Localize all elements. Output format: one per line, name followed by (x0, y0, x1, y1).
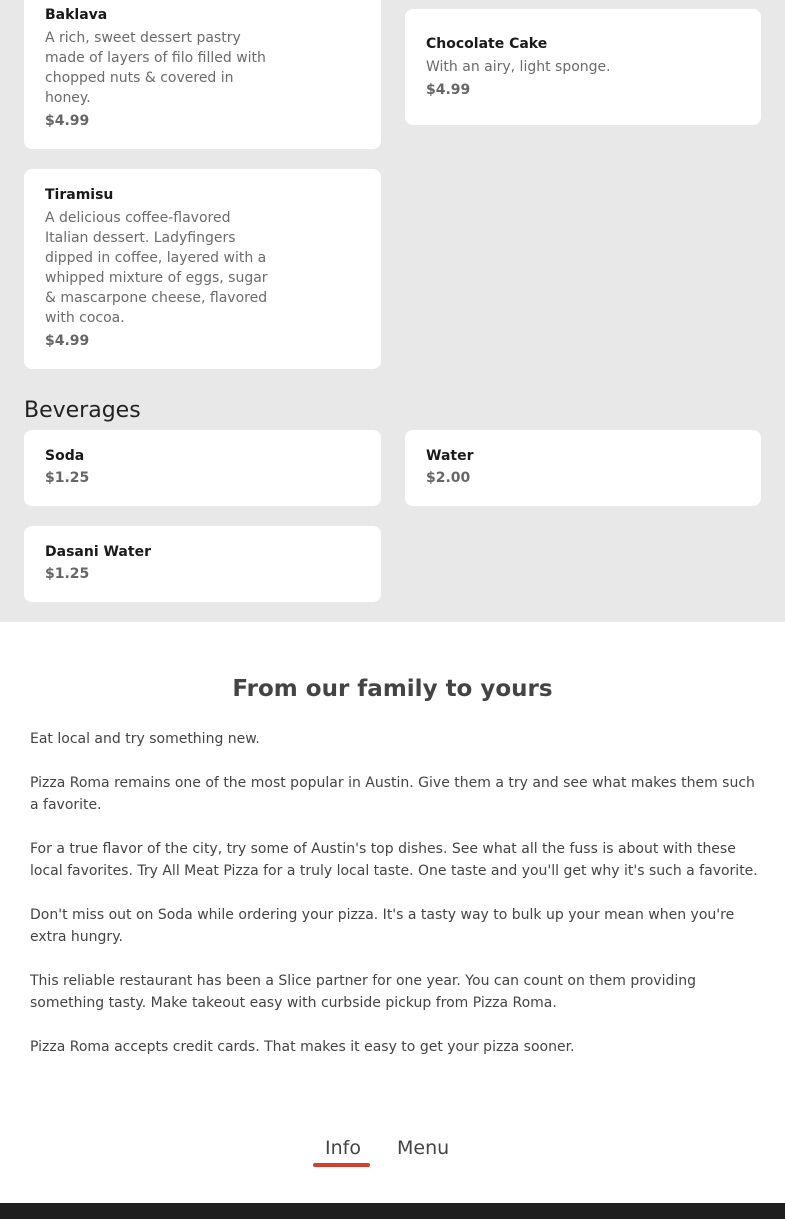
about-paragraphs (30, 728, 760, 1080)
menu-item-card[interactable] (24, 526, 381, 602)
menu-item-price: $1.25 (45, 470, 90, 486)
menu-item-card[interactable] (405, 9, 761, 125)
about-paragraph: Pizza Roma accepts credit cards. That makes it easy to get your pizza sooner. (30, 1039, 575, 1055)
bottom-tabs (0, 1134, 785, 1170)
tab-menu[interactable]: Menu (397, 1137, 450, 1159)
menu-item-name: Soda (45, 448, 85, 464)
menu-item-description: With an airy, light sponge. (426, 59, 611, 75)
menu-item-name: Chocolate Cake (426, 36, 548, 52)
menu-item-card[interactable] (24, 430, 381, 506)
tab-info[interactable]: Info (325, 1137, 361, 1159)
menu-item-price: $2.00 (426, 470, 471, 486)
menu-item-card[interactable] (24, 169, 381, 369)
menu-item-price: $4.99 (45, 113, 90, 129)
about-title: From our family to yours (232, 676, 553, 702)
footer-bar (0, 1203, 785, 1219)
menu-item-card[interactable] (405, 430, 761, 506)
menu-item-description: A delicious coffee-flavored Italian dessert. Ladyfingers dipped in coffee, layered with a whipped mixture of eggs, sugar & mascarpone cheese, flavored with cocoa. (45, 210, 268, 326)
about-paragraph: This reliable restaurant has been a Slice partner for one year. You can count on them providing something tasty. Make takeout easy with curbside pickup from Pizza Roma. (30, 973, 696, 1011)
menu-item-name: Tiramisu (45, 187, 114, 203)
menu-item-price: $4.99 (426, 82, 471, 98)
menu-item-description: A rich, sweet dessert pastry made of layers of filo filled with chopped nuts & covered in honey. (45, 30, 266, 106)
menu-item-price: $1.25 (45, 566, 90, 582)
menu-item-card[interactable] (24, 0, 381, 149)
about-paragraph: For a true flavor of the city, try some of Austin's top dishes. See what all the fuss is about with these local favorites. Try All Meat Pizza for a truly local taste. One taste and you'll get why it's such a favorite. (30, 841, 758, 879)
menu-item-name: Baklava (45, 7, 108, 23)
menu-item-name: Water (426, 448, 474, 464)
active-tab-indicator (313, 1163, 370, 1167)
about-paragraph: Pizza Roma remains one of the most popular in Austin. Give them a try and see what makes them such a favorite. (30, 775, 755, 813)
menu-item-price: $4.99 (45, 333, 90, 349)
about-paragraph: Don't miss out on Soda while ordering your pizza. It's a tasty way to bulk up your mean when you're extra hungry. (30, 907, 735, 945)
section-heading-beverages: Beverages (24, 398, 141, 423)
about-paragraph: Eat local and try something new. (30, 731, 260, 747)
menu-item-name: Dasani Water (45, 544, 151, 560)
